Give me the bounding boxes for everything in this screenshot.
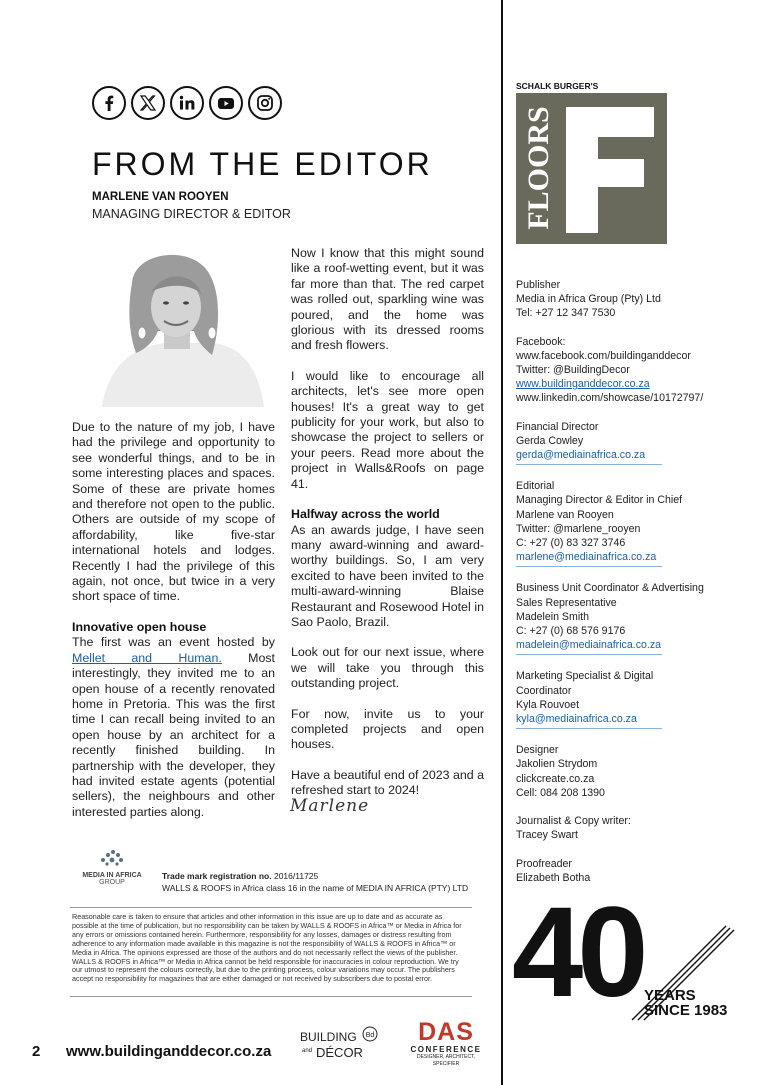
contact-line: clickcreate.co.za	[516, 772, 595, 785]
contact-line: Marlene van Rooyen	[516, 508, 614, 521]
contact-block	[516, 814, 756, 842]
mellet-human-link[interactable]: Mellet and Human.	[72, 650, 222, 665]
page-number: 2	[32, 1043, 41, 1060]
article-paragraph: I would like to encourage all architects, let's see more open houses! It's a great way to get publicity for your work, but also to showcase the project to sellers or your peers. Read more about the project in Walls&Roofs on page 41.	[291, 368, 484, 491]
contact-line: Cell: 084 208 1390	[516, 786, 605, 799]
column-divider	[501, 0, 503, 1085]
floors-label: SCHALK BURGER'S	[516, 81, 599, 91]
contact-line: Coordinator	[516, 684, 572, 697]
contact-line: www.linkedin.com/showcase/10172797/	[516, 392, 704, 405]
trademark-notice: Trade mark registration no. 2016/11725 WALLS & ROOFS in Africa class 16 in the name of MEDIA IN AFRICA (PTY) LTD	[162, 871, 469, 893]
youtube-icon[interactable]	[209, 86, 243, 120]
contact-line: Facebook:	[516, 335, 566, 348]
x-icon[interactable]	[131, 86, 165, 120]
contact-email[interactable]: kyla@mediainafrica.co.za	[516, 713, 637, 726]
contact-line: Kyla Rouvoet	[516, 698, 580, 711]
contact-line: Business Unit Coordinator & Advertising	[516, 582, 704, 595]
contact-line: Madelein Smith	[516, 610, 590, 623]
contact-rule	[516, 728, 662, 729]
article-paragraph: The first was an event hosted by Mellet and Human. Most interestingly, they invited me to an open house of a recently renovated home in Pretoria. This was the first time I can recall being invited to an open house by an architect for a recently finished building. In partnership with the developer, they had invited estate agents (potential sellers), the neighbours and other interested parties along.	[72, 635, 275, 819]
contact-email[interactable]: marlene@mediainafrica.co.za	[516, 551, 657, 564]
footer-url[interactable]: www.buildinganddecor.co.za	[66, 1043, 272, 1060]
contact-line: Financial Director	[516, 420, 599, 433]
contact-block	[516, 479, 756, 567]
contact-block	[516, 335, 756, 406]
article-paragraph: Due to the nature of my job, I have had the privilege and opportunity to see wonderful things, and to be in some interesting places and spaces. Some of these are private homes and therefore not open to the public. Others are outside of my scope of affordability, like five-star international hotels and lodges. Recently I had the privilege of this again, not once, but twice in a very short space of time.	[72, 420, 275, 604]
contact-line: Journalist & Copy writer:	[516, 815, 631, 828]
contact-email[interactable]: gerda@mediainafrica.co.za	[516, 449, 646, 462]
contact-line: Managing Director & Editor in Chief	[516, 494, 683, 507]
contact-line: Proofreader	[516, 857, 572, 870]
contact-block	[516, 743, 756, 800]
instagram-icon[interactable]	[248, 86, 282, 120]
contact-line: Sales Representative	[516, 596, 617, 609]
media-in-africa-logo: MEDIA IN AFRICA GROUP	[72, 848, 152, 886]
building-decor-logo	[298, 1026, 384, 1060]
contact-line: Gerda Cowley	[516, 434, 584, 447]
contact-rule	[516, 464, 662, 465]
contact-block	[516, 669, 756, 729]
article-subheading: Innovative open house	[72, 619, 207, 634]
contact-block	[516, 278, 756, 321]
contact-block	[516, 420, 756, 466]
media-in-africa-mark-icon	[97, 848, 127, 870]
das-conference-logo: DAS CONFERENCE DESIGNER, ARCHITECT, SPECIFIER	[410, 1018, 482, 1067]
contact-line: Editorial	[516, 480, 555, 493]
contact-line: Designer	[516, 744, 559, 757]
article-paragraph: Now I know that this might sound like a roof-wetting event, but it was far more than that. The red carpet was rolled out, sparkling wine was poured, and the home was glorious with its dressed rooms and fresh flowers.	[291, 246, 484, 353]
rule	[70, 996, 472, 997]
article-paragraph: For now, invite us to your completed projects and open houses.	[291, 706, 484, 752]
article-paragraph: As an awards judge, I have seen many award-winning and award-worthy buildings. So, I am very excited to have been invited to the multi-award-winning Blaise Restaurant and Rosewood Hotel in Sao Paolo, Brazil.	[291, 522, 484, 629]
article-paragraph: Look out for our next issue, where we will take you through this outstanding project.	[291, 645, 484, 691]
masthead-contacts	[516, 278, 756, 899]
disclaimer: Reasonable care is taken to ensure that articles and other information in this issue are up to date and as accurate as possible at the time of publication, but no responsibility can be taken by WALLS & ROOFS in Africa™ or Media in Africa for any errors or omissions contained herein. Furthermore, responsibility for any losses, damages or distress resulting from adherence to any information made available in this magazine is not the responsibility of WALLS & ROOFS in Africa™ or Media in Africa. The opinions expressed are those of the authors and do not necessarily reflect the views of the publisher. WALLS & ROOFS in Africa™ or Media in Africa cannot be held responsible for inaccuracies in colour reproduction. We try our utmost to represent the colours correctly, but due to the printing process, colour variations may occur. The publishers accept no responsibility for magazines that are either damaged or not received by subscribers due to postal error.	[72, 912, 462, 984]
contact-line: Elizabeth Botha	[516, 871, 591, 884]
svg-text:40: 40	[512, 896, 643, 1024]
contact-line: Publisher	[516, 279, 561, 291]
article-column-left	[72, 420, 275, 835]
linkedin-icon[interactable]	[170, 86, 204, 120]
facebook-icon[interactable]	[92, 86, 126, 120]
article-paragraph: Have a beautiful end of 2023 and a refreshed start to 2024!	[291, 767, 484, 798]
contact-line: Jakolien Strydom	[516, 758, 598, 771]
floors-logo	[516, 93, 667, 244]
svg-text:FLOORS: FLOORS	[522, 106, 555, 230]
contact-line: Media in Africa Group (Pty) Ltd	[516, 293, 661, 306]
contact-link[interactable]: www.buildinganddecor.co.za	[516, 378, 650, 391]
contact-line: Twitter: @BuildingDecor	[516, 364, 630, 377]
social-links	[92, 86, 282, 120]
editor-photo	[72, 247, 278, 407]
svg-text:and: and	[302, 1048, 313, 1054]
page-title: FROM THE EDITOR	[92, 146, 433, 182]
contact-line: Tracey Swart	[516, 829, 579, 842]
contact-block	[516, 581, 756, 655]
signature: Marlene	[290, 796, 370, 816]
svg-text:Bd: Bd	[365, 1032, 375, 1039]
author-role: MANAGING DIRECTOR & EDITOR	[92, 207, 291, 221]
article-subheading: Halfway across the world	[291, 507, 440, 522]
contact-line: C: +27 (0) 68 576 9176	[516, 625, 626, 638]
svg-text:DÉCOR: DÉCOR	[316, 1045, 363, 1060]
svg-text:BUILDING: BUILDING	[300, 1030, 357, 1044]
contact-line: Twitter: @marlene_rooyen	[516, 522, 641, 535]
author-name: MARLENE VAN ROOYEN	[92, 191, 229, 203]
rule	[70, 907, 472, 908]
contact-line: www.facebook.com/buildinganddecor	[516, 349, 691, 362]
contact-rule	[516, 654, 662, 655]
contact-line: C: +27 (0) 83 327 3746	[516, 537, 626, 550]
contact-email[interactable]: madelein@mediainafrica.co.za	[516, 639, 662, 652]
anniversary-text: YEARS SINCE 1983	[644, 987, 728, 1019]
contact-line: Tel: +27 12 347 7530	[516, 307, 616, 320]
article-column-right	[291, 246, 484, 814]
contact-rule	[516, 566, 662, 567]
contact-line: Marketing Specialist & Digital	[516, 670, 654, 683]
contact-block	[516, 857, 756, 885]
